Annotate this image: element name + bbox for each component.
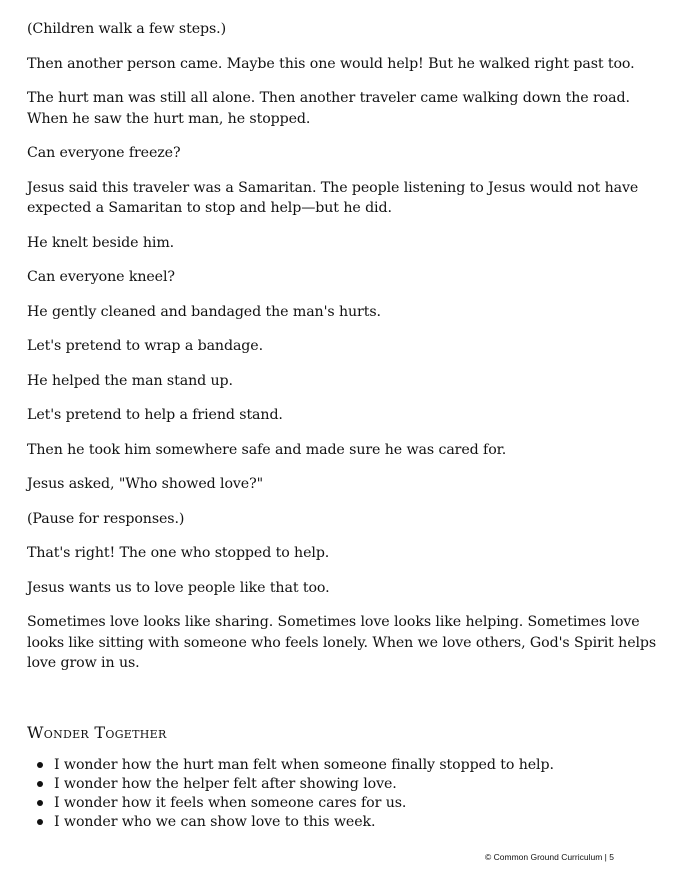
page-footer (485, 852, 614, 862)
list-item-text: I wonder how it feels when someone cares for us. (54, 794, 407, 811)
paragraph-freeze-prompt: Can everyone freeze? (27, 145, 181, 161)
paragraph-jesus-asked: Jesus asked, "Who showed love?" (27, 476, 264, 492)
bullet-dot-icon (37, 762, 43, 768)
list-item (54, 794, 663, 813)
list-item-text: I wonder how the helper felt after showing love. (54, 775, 397, 792)
page-content (27, 19, 663, 832)
bullet-dot-icon (37, 800, 43, 806)
paragraph-stage-direction-walk: (Children walk a few steps.) (27, 21, 227, 37)
paragraph-another-person: Then another person came. Maybe this one would help! But he walked right past too. (27, 55, 635, 72)
paragraph-bandage-prompt: Let's pretend to wrap a bandage. (27, 338, 263, 354)
paragraph-love-like-that: Jesus wants us to love people like that too. (27, 579, 330, 596)
list-item (54, 813, 663, 832)
paragraph-stand-prompt: Let's pretend to help a friend stand. (27, 407, 283, 423)
paragraph-somewhere-safe: Then he took him somewhere safe and made sure he was cared for. (27, 441, 507, 458)
section-title-wonder-together: Wonder Together (27, 722, 167, 742)
paragraph-samaritan: Jesus said this traveler was a Samaritan. The people listening to Jesus would not have expected a Samaritan to stop and help—but he did. (27, 179, 639, 216)
paragraph-love-looks-like: Sometimes love looks like sharing. Sometimes love looks like helping. Sometimes love looks like sitting with someone who feels lonely. When we love others, God's Spirit helps love grow in us. (27, 614, 657, 671)
paragraph-kneel-prompt: Can everyone kneel? (27, 269, 175, 285)
footer-page-number: 5 (609, 852, 614, 862)
paragraph-traveler-stopped: The hurt man was still all alone. Then another traveler came walking down the road. When he saw the hurt man, he stopped. (27, 90, 630, 127)
list-item (54, 775, 663, 794)
paragraph-bandaged: He gently cleaned and bandaged the man's hurts. (27, 303, 381, 320)
bullet-dot-icon (37, 819, 43, 825)
paragraph-thats-right: That's right! The one who stopped to help. (27, 545, 330, 561)
list-item-text: I wonder who we can show love to this week. (54, 813, 376, 830)
bullet-dot-icon (37, 781, 43, 787)
paragraph-stand-up: He helped the man stand up. (27, 372, 233, 389)
list-item (54, 756, 663, 775)
paragraph-knelt: He knelt beside him. (27, 234, 175, 251)
wonder-list (27, 756, 663, 832)
footer-copyright: © Common Ground Curriculum (485, 852, 603, 862)
paragraph-pause-responses: (Pause for responses.) (27, 510, 185, 527)
footer-separator: | (604, 852, 607, 862)
list-item-text: I wonder how the hurt man felt when someone finally stopped to help. (54, 756, 554, 773)
